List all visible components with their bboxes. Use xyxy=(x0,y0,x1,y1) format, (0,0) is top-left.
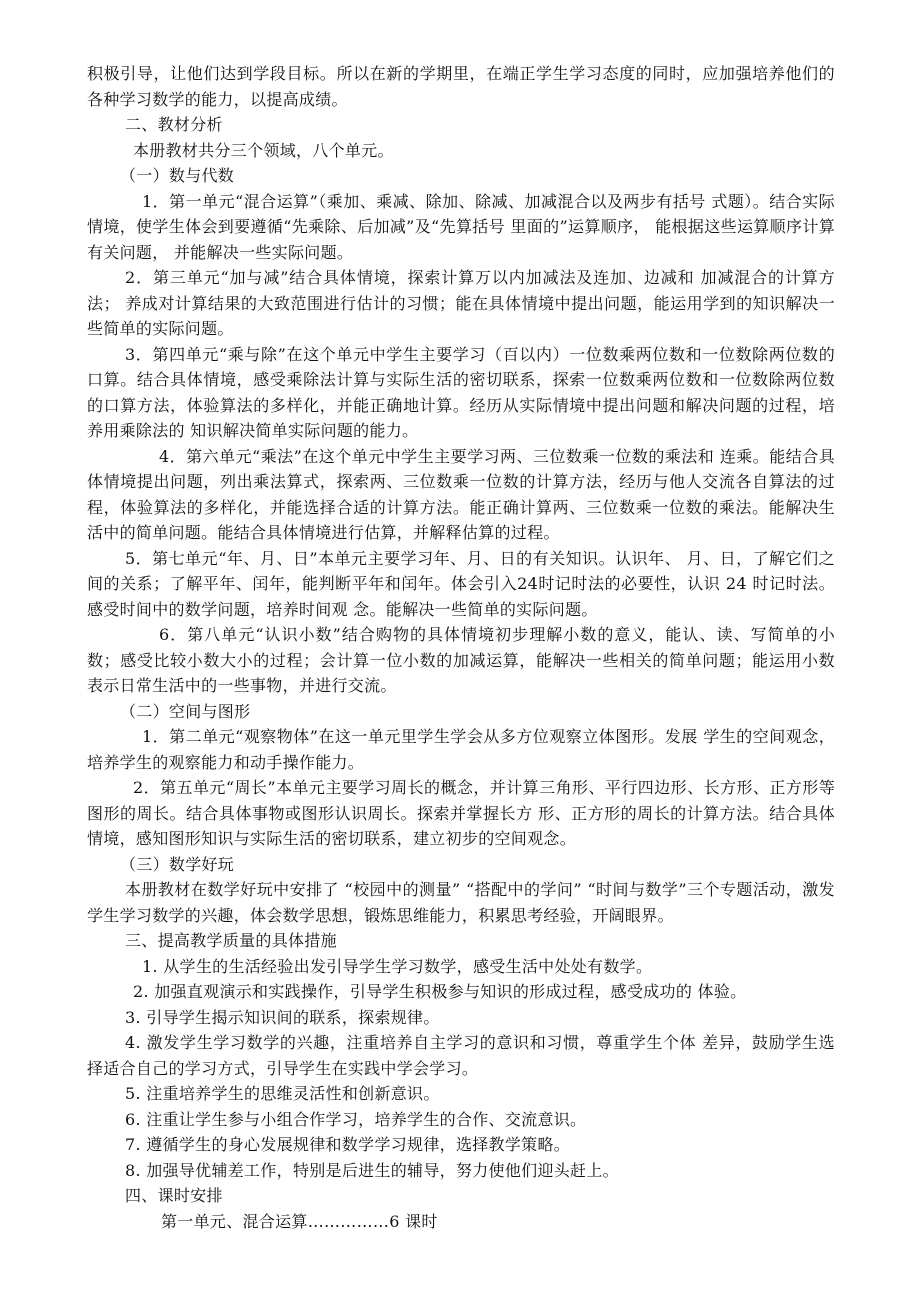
section-heading-4: 四、课时安排 xyxy=(125,1186,223,1205)
unit-4-multiply-divide: 3．第四单元“乘与除”在这个单元中学生主要学习（百以内）一位数乘两位数和一位数除两位数的口算。结合具体情境，感受乘除法计算与实际生活的密切联系，探索一位数乘两位数和一位数除两位数的口算方法，体验算法的多样化，并能正确地计算。经历从实际情境中提出问题和解决问题的过程，培养用乘除法的 知识解决简单实际问题的能力。 xyxy=(87,344,835,440)
unit-2-observe-objects: 1．第二单元“观察物体”在这一单元里学生学会从多方位观察立体图形。发展 学生的空间观念，培养学生的观察能力和动手操作能力。 xyxy=(87,727,835,772)
measure-4: 4. 激发学生学习数学的兴趣，注重培养自主学习的意识和习惯，尊重学生个体 差异，鼓励学生选择适合自己的学习方式，引导学生在实践中学会学习。 xyxy=(87,1033,835,1078)
math-fun-activities: 本册教材在数学好玩中安排了 “校园中的测量” “搭配中的学问” “时间与数学”三个专题活动，激发学生学习数学的兴趣，体会数学思想，锻炼思维能力，积累思考经验，开阔眼界。 xyxy=(87,880,835,925)
measure-3: 3. 引导学生揭示知识间的联系，探索规律。 xyxy=(125,1007,440,1027)
section-heading-3: 三、提高教学质量的具体措施 xyxy=(125,931,337,950)
document-body xyxy=(87,61,835,1234)
measure-1: 1. 从学生的生活经验出发引导学生学习数学，感受生活中处处有数学。 xyxy=(142,956,653,976)
unit-8-decimals: 6．第八单元“认识小数”结合购物的具体情境初步理解小数的意义，能认、读、写简单的小数；感受比较小数大小的过程；会计算一位小数的加减运算，能解决一些相关的简单问题；能运用小数表示日常生活中的一些事物，并进行交流。 xyxy=(87,625,835,695)
measure-7: 7. 遵循学生的身心发展规律和数学学习规律，选择教学策略。 xyxy=(125,1135,571,1154)
measure-5: 5. 注重培养学生的思维灵活性和创新意识。 xyxy=(125,1084,440,1103)
measure-2: 2. 加强直观演示和实践操作，引导学生积极参与知识的形成过程，感受成功的 体验。 xyxy=(133,982,747,1001)
unit-1-mixed-operations: 1．第一单元“混合运算”（乘加、乘减、除加、除减、加减混合以及两步有括号 式题）。结合实际情境，使学生体会到要遵循“先乘除、后加减”及“先算括号 里面的”运算顺序， 能根据这些运算顺序计算有关问题， 并能解决一些实际问题。 xyxy=(87,191,835,262)
measure-6: 6. 注重让学生参与小组合作学习，培养学生的合作、交流意识。 xyxy=(125,1109,587,1129)
unit-6-multiplication: 4．第六单元“乘法”在这个单元中学生主要学习两、三位数乘一位数的乘法和 连乘。能结合具体情境提出问题，列出乘法算式，探索两、三位数乘一位数的计算方法，经历与他人交流各自算法的过程，体验算法的多样化，并能选择合适的计算方法。能正确计算两、三位数乘一位数的乘法。能解决生活中的简单问题。能结合具体情境进行估算，并解释估算的过程。 xyxy=(87,446,835,542)
measure-8: 8. 加强导优辅差工作，特别是后进生的辅导，努力使他们迎头赶上。 xyxy=(125,1160,619,1180)
unit-3-add-subtract: 2．第三单元“加与减”结合具体情境，探索计算万以内加减法及连加、边减和 加减混合的计算方法； 养成对计算结果的大致范围进行估计的习惯；能在具体情境中提出问题，能运用学到的知识解决一些简单的实际问题。 xyxy=(87,268,835,338)
section-heading-2: 二、教材分析 xyxy=(125,115,223,134)
subsection-space-shape: （二）空间与图形 xyxy=(120,701,251,721)
textbook-overview: 本册教材共分三个领域，八个单元。 xyxy=(133,140,394,160)
subsection-math-fun: （三）数学好玩 xyxy=(120,854,235,874)
unit-5-perimeter: 2．第五单元“周长”本单元主要学习周长的概念，并计算三角形、平行四边形、长方形、正方形等图形的周长。结合具体事物或图形认识周长。探索并掌握长方 形、正方形的周长的计算方法。结合具体情境，感知图形知识与实际生活的密切联系，建立初步的空间观念。 xyxy=(87,778,835,848)
schedule-unit-1: 第一单元、混合运算……………6 课时 xyxy=(161,1211,438,1231)
intro-continuation: 积极引导，让他们达到学段目标。所以在新的学期里，在端正学生学习态度的同时，应加强培养他们的各种学习数学的能力，以提高成绩。 xyxy=(87,64,835,109)
subsection-number-algebra: （一）数与代数 xyxy=(120,166,235,185)
unit-7-year-month-day: 5．第七单元“年、月、日”本单元主要学习年、月、日的有关知识。认识年、 月、日，了解它们之间的关系；了解平年、闰年，能判断平年和闰年。体会引入24时记时法的必要性，认识 24 时记时法。感受时间中的数学问题，培养时间观 念。能解决一些简单的实际问题。 xyxy=(87,548,835,619)
